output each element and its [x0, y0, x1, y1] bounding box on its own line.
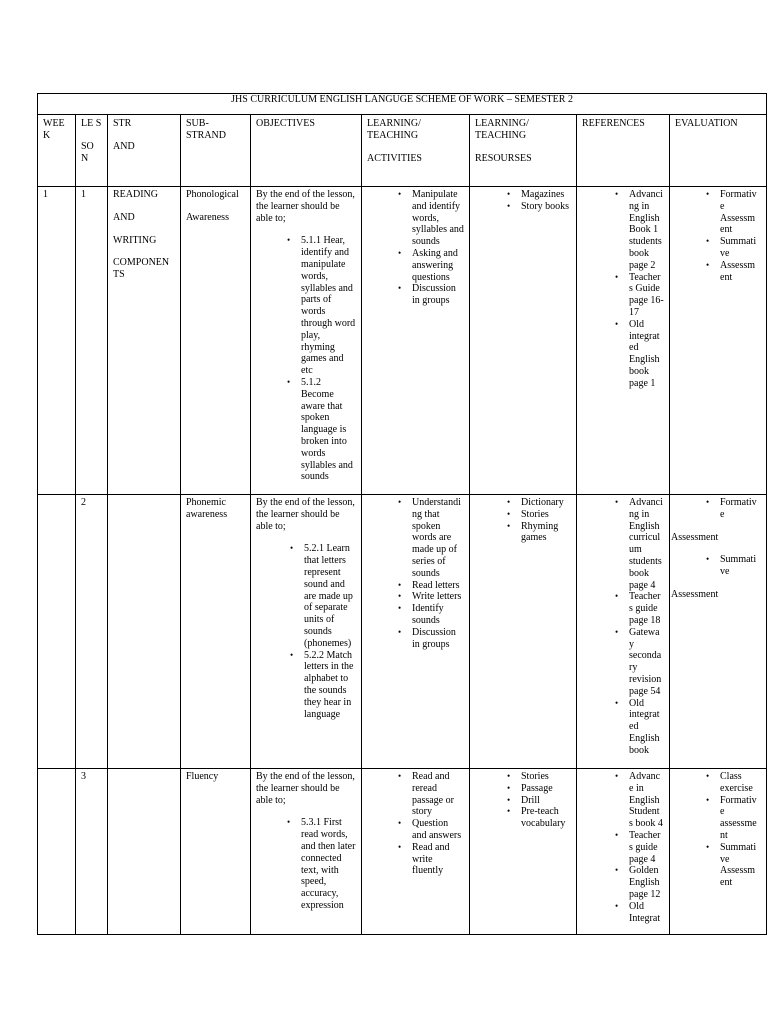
- table-row: [38, 495, 767, 769]
- list-item: • Class exercise: [720, 771, 761, 795]
- list-item: • Question and answers: [412, 818, 464, 842]
- list-item: • Read letters: [412, 580, 464, 592]
- references-cell: [577, 769, 670, 935]
- sub-strand-cell: Fluency: [181, 769, 251, 935]
- week-cell: 1: [38, 187, 76, 495]
- table-row: [38, 187, 767, 495]
- header-evaluation: EVALUATION: [670, 115, 767, 187]
- list-item: • Golden English page 12: [629, 865, 664, 900]
- list-item: • Teacher s guide page 4: [629, 830, 664, 865]
- list-item: • Drill: [521, 795, 571, 807]
- list-item: • Formativ e: [720, 497, 761, 521]
- header-resources: LEARNING/ TEACHING RESOURSES: [470, 115, 577, 187]
- resources-cell: [470, 769, 577, 935]
- sub-strand-cell: Phonemic awareness: [181, 495, 251, 769]
- header-row: [38, 115, 767, 187]
- list-item: • Asking and answering questions: [412, 248, 464, 283]
- list-item: • Stories: [521, 509, 571, 521]
- list-item: • Understandi ng that spoken words are made up of series of sounds: [412, 497, 464, 580]
- list-item: • Old integrat ed English book page 1: [629, 319, 664, 390]
- header-week: WEE K: [38, 115, 76, 187]
- activities-cell: [362, 187, 470, 495]
- list-item: • Manipulate and identify words, syllables and sounds: [412, 189, 464, 248]
- evaluation-cell: [670, 769, 767, 935]
- week-cell: [38, 769, 76, 935]
- list-item: • 5.2.2 Match letters in the alphabet to the sounds they hear in language: [304, 650, 356, 721]
- strand-cell: [108, 495, 181, 769]
- list-item: • Write letters: [412, 591, 464, 603]
- list-item: • Summati ve: [720, 554, 761, 578]
- list-item: • Dictionary: [521, 497, 571, 509]
- list-item: • Identify sounds: [412, 603, 464, 627]
- table-row: [38, 769, 767, 935]
- list-item: • Advanci ng in English Book 1 students book page 2: [629, 189, 664, 272]
- list-item: • Read and reread passage or story: [412, 771, 464, 818]
- sub-strand-cell: Phonological Awareness: [181, 187, 251, 495]
- header-objectives: OBJECTIVES: [251, 115, 362, 187]
- evaluation-cell: [670, 187, 767, 495]
- activities-cell: [362, 769, 470, 935]
- resources-cell: [470, 495, 577, 769]
- list-item: • Old Integrat: [629, 901, 664, 925]
- lesson-cell: 2: [76, 495, 108, 769]
- list-item: • Summati ve Assessm ent: [720, 842, 761, 889]
- list-item: • Teacher s Guide page 16-17: [629, 272, 664, 319]
- lesson-cell: 3: [76, 769, 108, 935]
- objectives-cell: By the end of the lesson, the learner should be able to; • 5.3.1 First read words, and then later connected text, with speed, accuracy, expression: [251, 769, 362, 935]
- list-item: • Formativ e assessme nt: [720, 795, 761, 842]
- list-item: • Read and write fluently: [412, 842, 464, 877]
- references-cell: [577, 495, 670, 769]
- scheme-of-work-table: [37, 93, 767, 935]
- list-item: • Old integrat ed English book: [629, 698, 664, 757]
- header-references: REFERENCES: [577, 115, 670, 187]
- list-item: • Advanci ng in English curricul um students book page 4: [629, 497, 664, 591]
- list-item: • Summati ve: [720, 236, 761, 260]
- list-item: • Teacher s guide page 18: [629, 591, 664, 626]
- list-item: • 5.3.1 First read words, and then later connected text, with speed, accuracy, expression: [301, 817, 356, 911]
- resources-cell: [470, 187, 577, 495]
- strand-cell: READING AND WRITING COMPONEN TS: [108, 187, 181, 495]
- list-item: • Gatewa y seconda ry revision page 54: [629, 627, 664, 698]
- list-item: • Discussion in groups: [412, 283, 464, 307]
- list-item: • Discussion in groups: [412, 627, 464, 651]
- header-strand: STR AND: [108, 115, 181, 187]
- list-item: • Passage: [521, 783, 571, 795]
- list-item: • Advanc e in English Student s book 4: [629, 771, 664, 830]
- lesson-cell: 1: [76, 187, 108, 495]
- list-item: • 5.1.2 Become aware that spoken language is broken into words syllables and sounds: [301, 377, 356, 483]
- list-item: • Pre-teach vocabulary: [521, 806, 571, 830]
- references-cell: [577, 187, 670, 495]
- week-cell: [38, 495, 76, 769]
- activities-cell: [362, 495, 470, 769]
- list-item: • Story books: [521, 201, 571, 213]
- objectives-cell: By the end of the lesson, the learner should be able to; • 5.1.1 Hear, identify and manipulate words, syllables and parts of words through word play, rhyming games and etc • 5.1.2 Become aware that spoken language is broken into words syllables and sounds: [251, 187, 362, 495]
- strand-cell: [108, 769, 181, 935]
- list-item: • Formativ e Assessm ent: [720, 189, 761, 236]
- list-item: • 5.1.1 Hear, identify and manipulate words, syllables and parts of words through word play, rhyming games and etc: [301, 235, 356, 377]
- header-sub-strand: SUB- STRAND: [181, 115, 251, 187]
- list-item: • 5.2.1 Learn that letters represent sound and are made up of separate units of sounds (phonemes): [304, 543, 356, 649]
- header-lesson: LE S SO N: [76, 115, 108, 187]
- list-item: • Stories: [521, 771, 571, 783]
- table-title: JHS CURRICULUM ENGLISH LANGUGE SCHEME OF WORK – SEMESTER 2: [38, 94, 767, 115]
- list-item: • Magazines: [521, 189, 571, 201]
- evaluation-cell: • Formativ e Assessment • Summati ve Assessment: [670, 495, 767, 769]
- list-item: • Assessm ent: [720, 260, 761, 284]
- header-activities: LEARNING/ TEACHING ACTIVITIES: [362, 115, 470, 187]
- objectives-cell: By the end of the lesson, the learner should be able to; • 5.2.1 Learn that letters represent sound and are made up of separate units of sounds (phonemes) • 5.2.2 Match letters in the alphabet to the sounds they hear in language: [251, 495, 362, 769]
- list-item: • Rhyming games: [521, 521, 571, 545]
